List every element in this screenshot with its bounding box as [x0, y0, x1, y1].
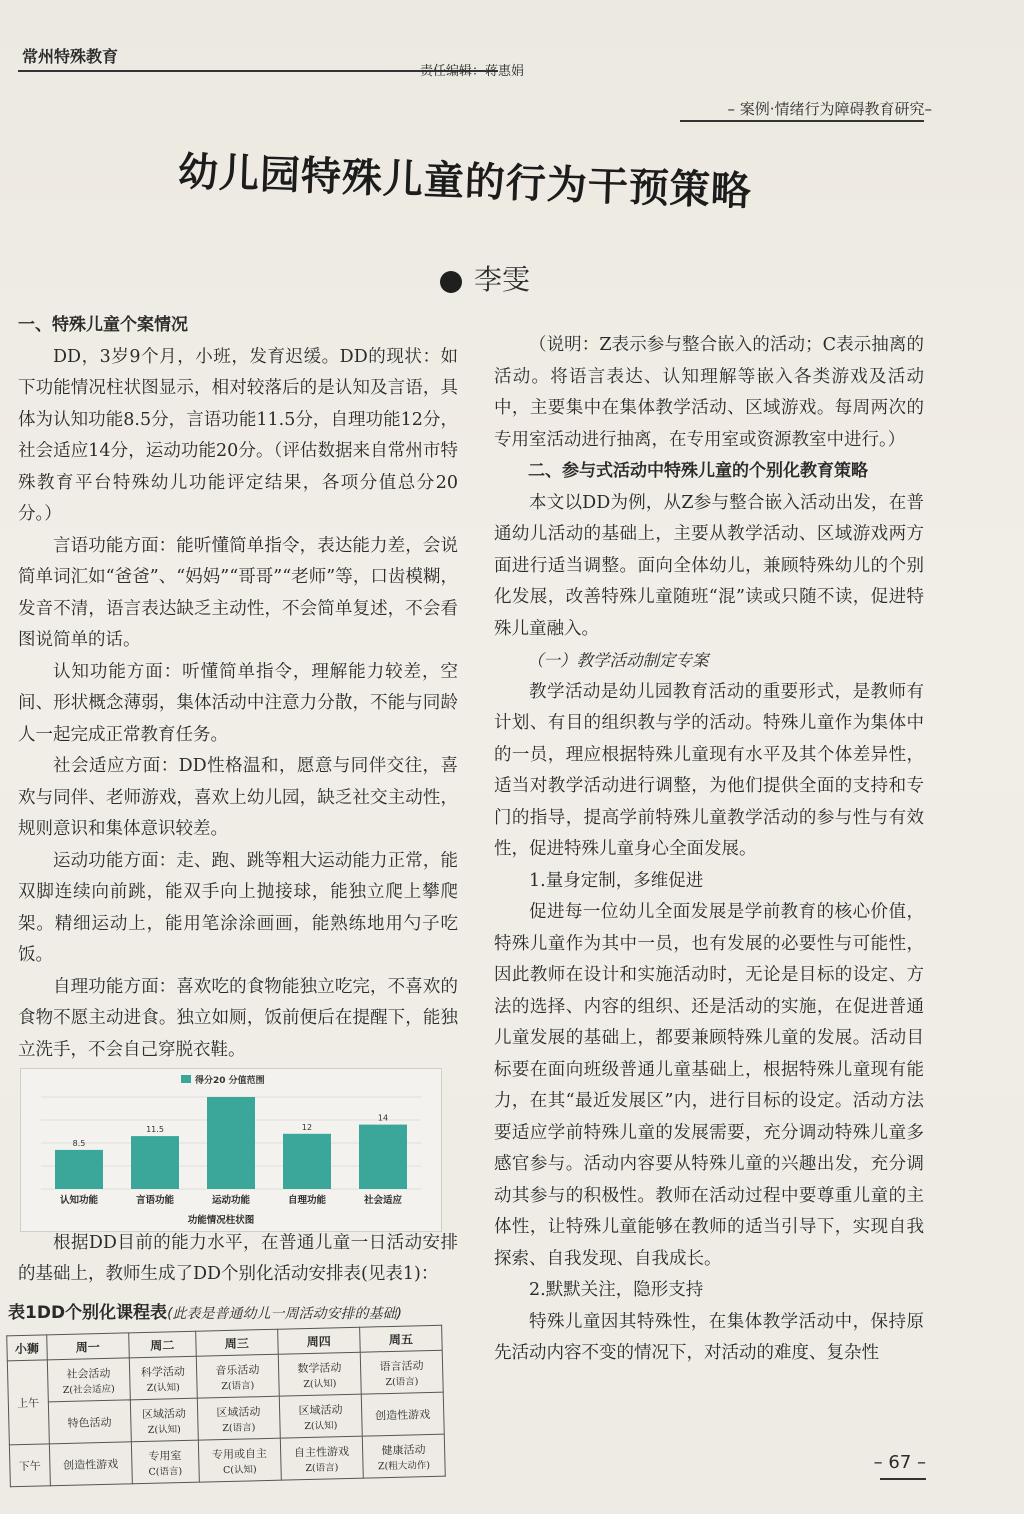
cell-name: 区域活动	[216, 1404, 261, 1419]
bar-value-label: 8.5	[72, 1138, 86, 1148]
cell-tag: Z(语言)	[222, 1421, 256, 1434]
table-caption	[8, 1298, 402, 1323]
table-cell	[198, 1438, 281, 1482]
cell-name: 音乐活动	[215, 1362, 260, 1378]
page-number: – 67 –	[873, 1452, 926, 1473]
category-label: 自理功能	[287, 1195, 327, 1206]
list-item-heading: 2.默默关注，隐形支持	[529, 1280, 704, 1300]
bar-3	[207, 1097, 255, 1189]
table-cell	[129, 1357, 197, 1400]
table-cell	[361, 1392, 444, 1436]
bar-2	[131, 1136, 179, 1189]
right-column	[494, 330, 924, 1370]
cell-tag: Z(语言)	[385, 1376, 419, 1388]
page-number-rule	[880, 1478, 926, 1480]
table-header: 周一	[46, 1333, 129, 1360]
section-heading-1: 一、特殊儿童个案情况	[18, 315, 188, 335]
table-cell	[130, 1398, 198, 1441]
table-cell	[279, 1394, 362, 1438]
table-cell	[280, 1436, 363, 1480]
after-chart-text	[18, 1228, 458, 1290]
paragraph: 认知功能方面：听懂简单指令，理解能力较差，空间、形状概念薄弱，集体活动中注意力分散，不能与同龄人一起完成正常教育任务。	[18, 661, 458, 745]
table-cell	[196, 1355, 279, 1399]
table-cell	[360, 1351, 443, 1395]
list-item-heading: 1.量身定制，多维促进	[529, 870, 704, 891]
bar-1	[55, 1150, 103, 1189]
bar-value-label: 12	[301, 1122, 313, 1132]
category-label: 认知功能	[59, 1195, 99, 1206]
paragraph: 教学活动是幼儿园教育活动的重要形式，是教师有计划、有目的组织教与学的活动。特殊儿童作为集体中的一员，理应根据特殊儿童现有水平及其个体差异性，适当对教学活动进行调整，为他们提供全面的支持和专门的指导，提高学前特殊儿童教学活动的参与性与有效性，促进特殊儿童身心全面发展。	[494, 681, 924, 859]
column-rule	[680, 120, 924, 122]
table-cell	[49, 1442, 132, 1486]
cell-name: 科学活动	[140, 1364, 186, 1379]
table-header: 周三	[195, 1329, 278, 1356]
cell-name: 语言活动	[379, 1358, 424, 1374]
paragraph: 本文以DD为例，从Z参与整合嵌入活动出发，在普通幼儿活动的基础上，主要从教学活动、区域游戏两方面进行适当调整。面向全体幼儿，兼顾特殊幼儿的个别化发展，改善特殊儿童随班“混”读或只随不读，促进特殊儿童融入。	[494, 492, 924, 639]
author-line	[440, 258, 530, 298]
paragraph: DD，3岁9个月，小班，发育迟缓。DD的现状：如下功能情况柱状图显示，相对较落后的是认知及言语，具体为认知功能8.5分，言语功能11.5分，自理功能12分，社会适应14分，运动功能20分。（评估数据来自常州市特殊教育平台特殊幼儿功能评定结果，各项分值总分20分。）	[18, 346, 458, 524]
table-cell	[362, 1434, 445, 1478]
column-name: – 案例·情绪行为障碍教育研究–	[727, 100, 932, 118]
journal-name: 常州特殊教育	[22, 47, 119, 66]
paragraph: 运动功能方面：走、跑、跳等粗大运动能力正常，能双脚连续向前跳，能双手向上抛接球，能独立爬上攀爬架。精细运动上，能用笔涂涂画画，能熟练地用勺子吃饭。	[18, 850, 458, 965]
cell-name: 创造性游戏	[375, 1407, 431, 1423]
bar-4	[283, 1134, 331, 1189]
cell-name: 区域活动	[298, 1402, 343, 1417]
bullet-dot-icon	[440, 271, 462, 293]
cell-tag: Z(认知)	[303, 1378, 337, 1390]
bar-5	[359, 1125, 407, 1189]
table-cell	[278, 1353, 361, 1397]
cell-tag: Z(社会适应)	[62, 1383, 115, 1396]
subsection-heading: （一）教学活动制定专案	[527, 651, 709, 670]
section-heading-2: 二、参与式活动中特殊儿童的个别化教育策略	[528, 461, 868, 481]
author-name: 李雯	[474, 263, 531, 296]
schedule-table	[6, 1325, 446, 1488]
cell-tag: Z(认知)	[146, 1381, 180, 1394]
table-cell	[47, 1358, 130, 1402]
row-label: 下午	[9, 1444, 50, 1487]
paragraph: 自理功能方面：喜欢吃的食物能独立吃完，不喜欢的食物不愿主动进食。独立如厕，饭前便后在提醒下，能独立洗手，不会自己穿脱衣鞋。	[18, 976, 458, 1060]
cell-name: 特色活动	[67, 1415, 112, 1430]
cell-name: 社会活动	[66, 1366, 111, 1381]
paragraph: 言语功能方面：能听懂简单指令，表达能力差，会说简单词汇如“爸爸”、“妈妈”“哥哥”“老师”等，口齿模糊，发音不清，语言表达缺乏主动性，不会简单复述，不会看图说简单的话。	[18, 535, 458, 650]
row-label: 上午	[7, 1360, 49, 1445]
table-header: 周二	[128, 1331, 196, 1358]
editor-credit: 责任编辑：蒋惠娟	[420, 64, 525, 79]
bar-value-label: 14	[377, 1113, 389, 1123]
category-label: 言语功能	[135, 1195, 175, 1206]
table-caption-title: 表1DD个别化课程表	[8, 1303, 168, 1323]
chart-svg	[21, 1069, 441, 1231]
cell-tag: C(语言)	[148, 1465, 183, 1478]
cell-tag: Z(认知)	[304, 1419, 338, 1432]
cell-name: 数学活动	[297, 1360, 342, 1376]
table-header: 周四	[277, 1327, 360, 1354]
cell-tag: Z(认知)	[147, 1423, 181, 1436]
category-label: 运动功能	[211, 1195, 251, 1206]
cell-name: 健康活动	[381, 1442, 426, 1457]
cell-tag: Z(粗大动作)	[377, 1459, 431, 1472]
category-label: 社会适应	[363, 1195, 403, 1206]
legend-label: 得分20 分值范围	[195, 1076, 265, 1086]
cell-tag: C(认知)	[222, 1463, 257, 1476]
table-header: 周五	[360, 1325, 443, 1352]
paragraph: 促进每一位幼儿全面发展是学前教育的核心价值，特殊儿童作为其中一员，也有发展的必要性与可能性，因此教师在设计和实施活动时，无论是目标的设定、方法的选择、内容的组织、还是活动的实施，在促进普通儿童发展的基础上，都要兼顾特殊儿童的发展。活动目标要在面向班级普通儿童基础上，根据特殊儿童现有能力，在其“最近发展区”内，进行目标的设定。活动方法要适应学前特殊儿童的发展需要，充分调动特殊儿童多感官参与。活动内容要从特殊儿童的兴趣出发，充分调动其参与的积极性。教师在活动过程中要尊重儿童的主体性，让特殊儿童能够在教师的适当引导下，实现自我探索、自我发现、自我成长。	[494, 902, 924, 1269]
table-cell	[48, 1400, 131, 1444]
paragraph: 根据DD目前的能力水平，在普通儿童一日活动安排的基础上，教师生成了DD个别化活动安排表(见表1)：	[18, 1233, 458, 1284]
cell-name: 专用室	[148, 1448, 182, 1463]
cell-name: 自主性游戏	[293, 1444, 350, 1459]
table-cell	[131, 1440, 199, 1484]
legend-swatch	[181, 1075, 191, 1083]
paragraph: 特殊儿童因其特殊性，在集体教学活动中，保持原先活动内容不变的情况下，对活动的难度、复杂性	[494, 1311, 924, 1363]
explanation-note: （说明：Z表示参与整合嵌入的活动；C表示抽离的活动。将语言表达、认知理解等嵌入各类游戏及活动中，主要集中在集体教学活动、区域游戏。每周两次的专用室活动进行抽离，在专用室或资源教室中进行。）	[494, 335, 924, 450]
table-caption-note: (此表是普通幼儿一周活动安排的基础)	[167, 1306, 402, 1322]
cell-name: 专用或自主	[211, 1446, 268, 1461]
table-cell	[197, 1396, 280, 1440]
table-corner: 小狮	[7, 1335, 47, 1361]
left-column	[18, 310, 458, 1066]
function-bar-chart	[20, 1068, 442, 1232]
cell-tag: Z(语言)	[305, 1461, 339, 1474]
bar-value-label: 11.5	[146, 1125, 164, 1135]
paragraph: 社会适应方面：DD性格温和，愿意与同伴交往，喜欢与同伴、老师游戏，喜欢上幼儿园，缺乏社交主动性，规则意识和集体意识较差。	[18, 756, 458, 839]
cell-name: 创造性游戏	[62, 1457, 119, 1472]
cell-tag: Z(语言)	[221, 1380, 255, 1392]
chart-title: 功能情况柱状图	[187, 1215, 255, 1226]
cell-name: 区域活动	[141, 1406, 187, 1421]
article-title: 幼儿园特殊儿童的行为干预策略	[177, 148, 753, 216]
